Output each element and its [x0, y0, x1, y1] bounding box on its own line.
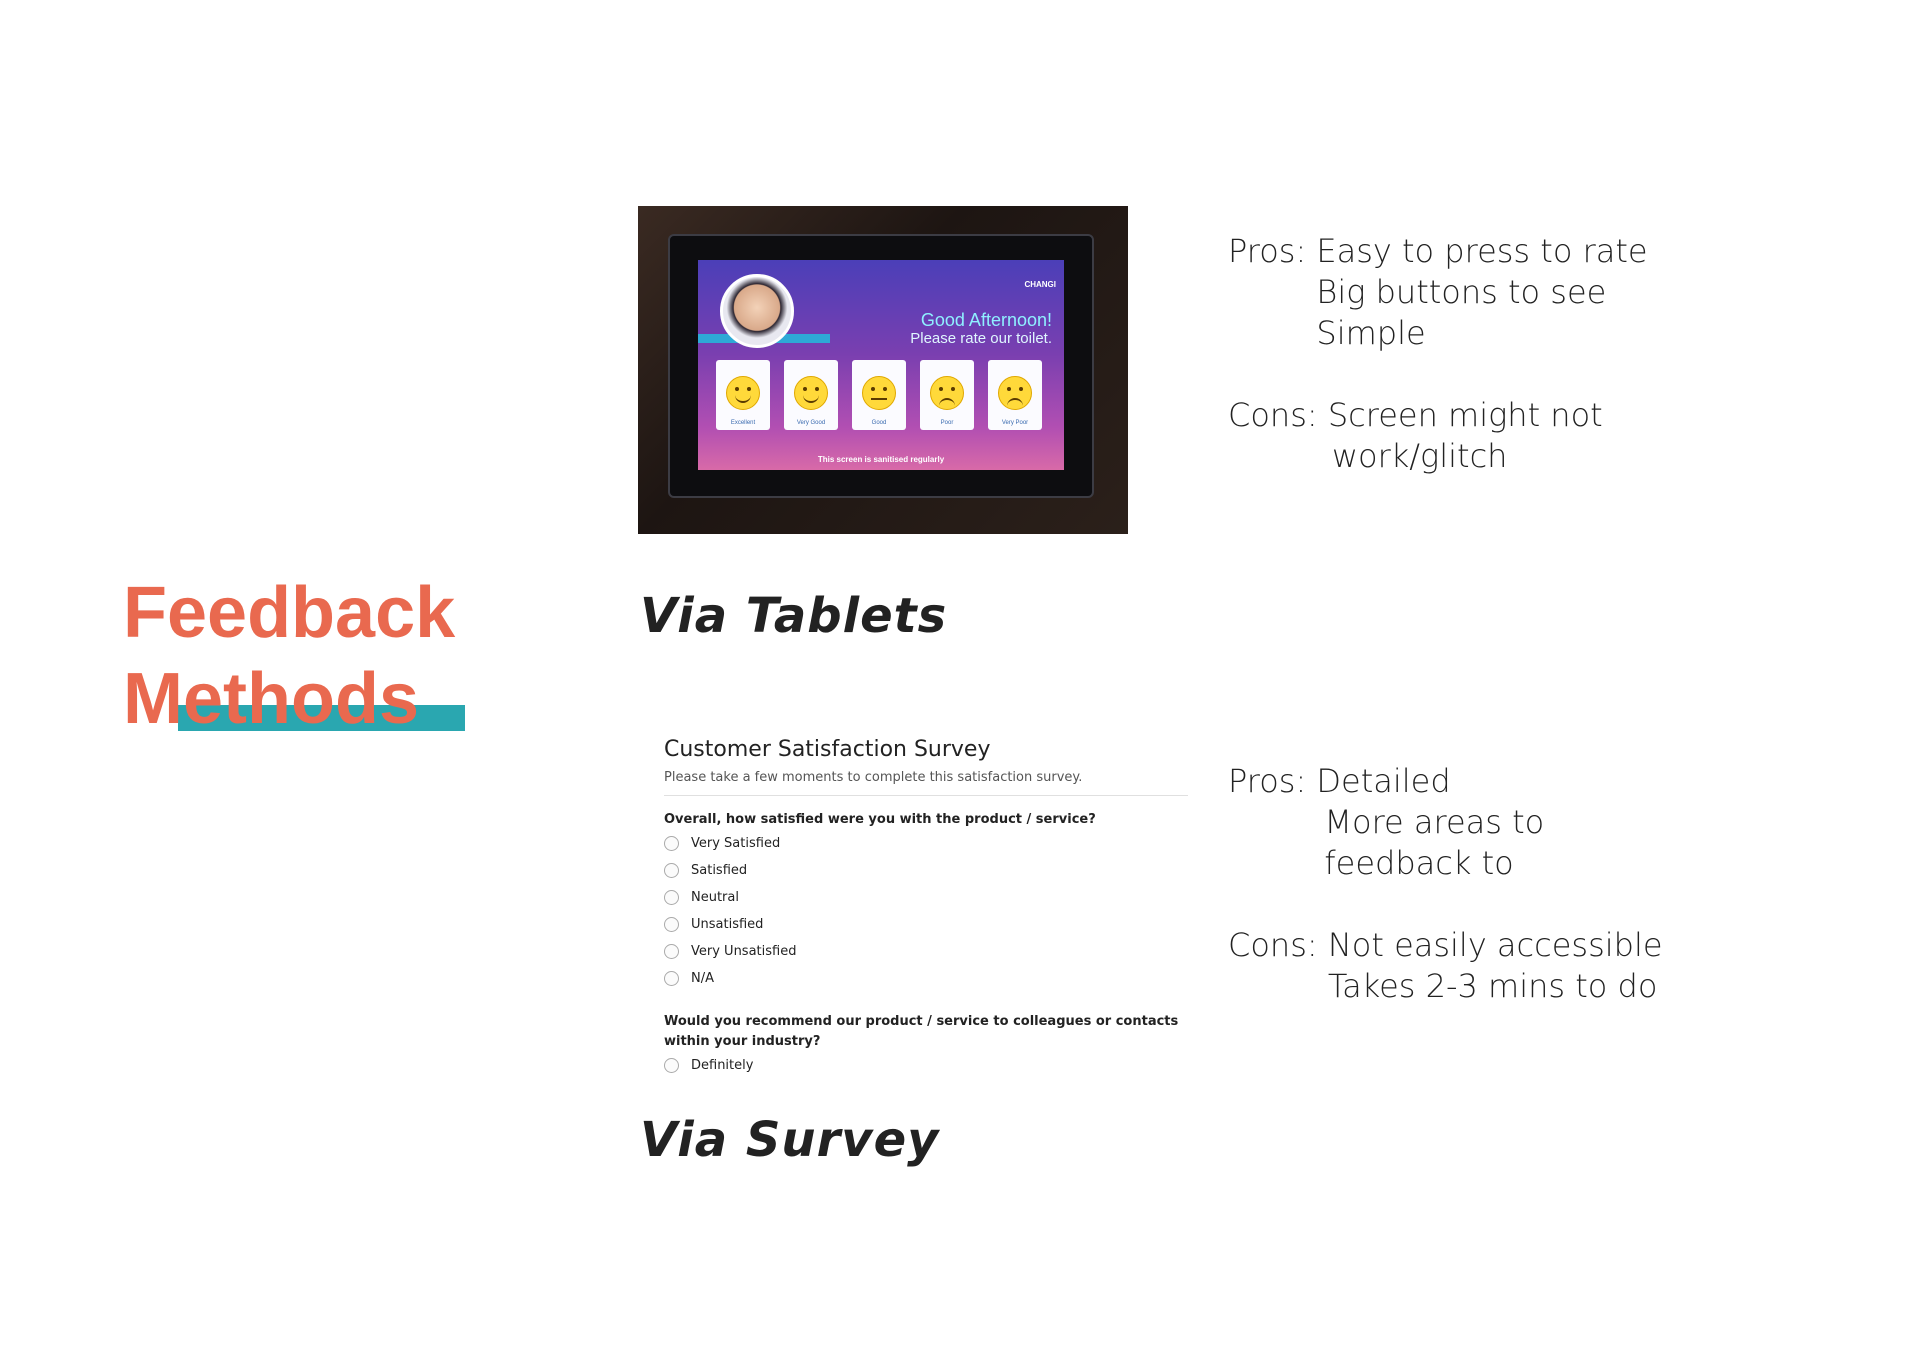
- con-item: Takes 2-3 mins to do: [1327, 967, 1658, 1005]
- radio-button[interactable]: [664, 836, 679, 851]
- option-label: Satisfied: [691, 863, 748, 878]
- pros-label: Pros:: [1228, 232, 1317, 270]
- brand-logo: CHANGI: [1024, 280, 1056, 289]
- survey-option[interactable]: [664, 911, 1188, 938]
- radio-button[interactable]: [664, 971, 679, 986]
- tablet-bezel: [668, 234, 1094, 498]
- via-tablets-heading: Via Tablets: [640, 588, 948, 644]
- radio-button[interactable]: [664, 863, 679, 878]
- pro-item: feedback to: [1324, 844, 1514, 882]
- tablets-pros: [1228, 231, 1648, 354]
- rating-label: Poor: [940, 420, 954, 426]
- survey-option[interactable]: [664, 857, 1188, 884]
- smiling-face-icon: [794, 376, 828, 410]
- frowning-face-icon: [930, 376, 964, 410]
- sanitised-notice: This screen is sanitised regularly: [817, 455, 945, 464]
- pro-item: Simple: [1316, 314, 1426, 352]
- radio-button[interactable]: [664, 890, 679, 905]
- survey-option[interactable]: [664, 965, 1188, 992]
- rating-button-excellent[interactable]: [716, 360, 770, 430]
- survey-option[interactable]: [664, 884, 1188, 911]
- cons-label: Cons:: [1228, 926, 1328, 964]
- sad-face-icon: [998, 376, 1032, 410]
- survey-option[interactable]: [664, 1052, 1188, 1079]
- option-label: N/A: [691, 971, 714, 986]
- survey-cons: [1228, 925, 1663, 1007]
- survey-option[interactable]: [664, 938, 1188, 965]
- rating-button-very-poor[interactable]: [988, 360, 1042, 430]
- greeting-text: Good Afternoon!: [920, 310, 1052, 330]
- option-label: Very Satisfied: [691, 836, 781, 851]
- tablets-cons: [1228, 395, 1648, 477]
- survey-notes: [1228, 761, 1663, 1007]
- radio-button[interactable]: [664, 944, 679, 959]
- via-survey-heading: Via Survey: [640, 1112, 940, 1168]
- survey-question-1: Overall, how satisfied were you with the product / service?: [664, 812, 1096, 827]
- con-item: Screen might not: [1327, 396, 1603, 434]
- radio-button[interactable]: [664, 1058, 679, 1073]
- option-label: Definitely: [691, 1058, 754, 1073]
- rating-buttons: [716, 360, 1042, 430]
- rating-button-very-good[interactable]: [784, 360, 838, 430]
- rating-button-poor[interactable]: [920, 360, 974, 430]
- pro-item: Detailed: [1316, 762, 1451, 800]
- tablet-photo: [638, 206, 1128, 534]
- option-label: Unsatisfied: [691, 917, 764, 932]
- con-item: Not easily accessible: [1327, 926, 1663, 964]
- rating-prompt: Please rate our toilet.: [910, 330, 1052, 347]
- survey-divider: [664, 795, 1188, 796]
- staff-avatar: [720, 274, 794, 348]
- rating-label: Good: [871, 420, 887, 426]
- rating-button-good[interactable]: [852, 360, 906, 430]
- neutral-face-icon: [862, 376, 896, 410]
- title-line-1: Feedback: [123, 573, 456, 653]
- con-item: work/glitch: [1331, 437, 1508, 475]
- title-line-2: Methods: [123, 659, 419, 739]
- page-title: [123, 570, 455, 742]
- pro-item: More areas to: [1324, 803, 1545, 841]
- pro-item: Easy to press to rate: [1316, 232, 1648, 270]
- survey-screenshot: [664, 736, 1188, 1094]
- tablets-notes: [1228, 231, 1648, 477]
- option-label: Very Unsatisfied: [691, 944, 797, 959]
- survey-option[interactable]: [664, 830, 1188, 857]
- survey-subtitle: Please take a few moments to complete this satisfaction survey.: [664, 770, 1083, 785]
- survey-pros: [1228, 761, 1663, 884]
- survey-question-2: Would you recommend our product / service to colleagues or contacts within your industry?: [664, 1014, 1179, 1049]
- pro-item: Big buttons to see: [1316, 273, 1607, 311]
- laughing-face-icon: [726, 376, 760, 410]
- cons-label: Cons:: [1228, 396, 1328, 434]
- option-label: Neutral: [691, 890, 739, 905]
- survey-title: Customer Satisfaction Survey: [664, 737, 991, 762]
- radio-button[interactable]: [664, 917, 679, 932]
- rating-label: Very Poor: [1001, 420, 1029, 426]
- tablet-screen: [698, 260, 1064, 470]
- rating-label: Very Good: [796, 420, 826, 426]
- pros-label: Pros:: [1228, 762, 1317, 800]
- rating-label: Excellent: [730, 420, 756, 426]
